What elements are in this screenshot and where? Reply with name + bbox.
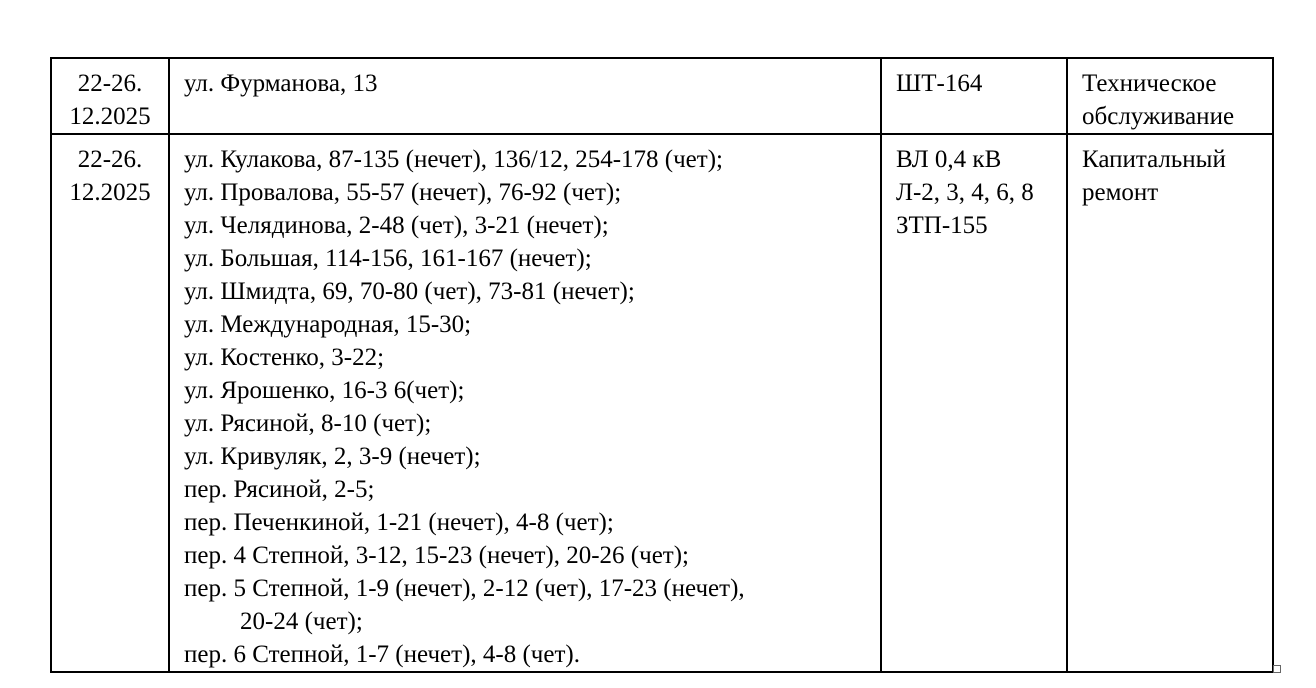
address-line: ул. Костенко, 3-22; xyxy=(184,344,385,371)
object-line: ШТ-164 xyxy=(896,70,983,97)
address-line-continuation: 20-24 (чет); xyxy=(240,608,363,635)
address-line: пер. Рясиной, 2-5; xyxy=(184,476,375,503)
address-line: ул. Кривуляк, 2, 3-9 (нечет); xyxy=(184,443,481,470)
address-line: ул. Ярошенко, 16-3 6(чет); xyxy=(184,377,465,404)
address-line: ул. Провалова, 55-57 (нечет), 76-92 (чет); xyxy=(184,179,622,206)
work-type-line: Техническое xyxy=(1082,70,1217,97)
address-cell xyxy=(169,134,881,672)
work-type-cell xyxy=(1067,58,1273,134)
address-line: ул. Фурманова, 13 xyxy=(184,70,378,97)
object-line: ЗТП-155 xyxy=(896,212,988,239)
work-type-line: ремонт xyxy=(1082,179,1159,206)
table-row xyxy=(51,134,1273,672)
object-cell xyxy=(881,134,1067,672)
address-line: ул. Международная, 15-30; xyxy=(184,311,472,338)
date-line: 12.2025 xyxy=(69,103,151,130)
date-line: 12.2025 xyxy=(69,179,151,206)
address-line: пер. 5 Степной, 1-9 (нечет), 2-12 (чет), 17-23 (нечет), xyxy=(184,575,745,602)
address-line: пер. 6 Степной, 1-7 (нечет), 4-8 (чет). xyxy=(184,641,580,668)
work-type-cell xyxy=(1067,134,1273,672)
address-line: ул. Шмидта, 69, 70-80 (чет), 73-81 (нечет); xyxy=(184,278,635,305)
address-line: ул. Кулакова, 87-135 (нечет), 136/12, 254-178 (чет); xyxy=(184,146,723,173)
date-cell xyxy=(51,134,169,672)
outage-schedule-table xyxy=(50,57,1274,673)
address-line: пер. Печенкиной, 1-21 (нечет), 4-8 (чет); xyxy=(184,509,614,536)
date-line: 22-26. xyxy=(77,146,143,173)
table-resize-handle[interactable] xyxy=(1273,665,1281,673)
date-line: 22-26. xyxy=(77,70,143,97)
work-type-line: Капитальный xyxy=(1082,146,1226,173)
address-line: пер. 4 Степной, 3-12, 15-23 (нечет), 20-26 (чет); xyxy=(184,542,689,569)
object-line: Л-2, 3, 4, 6, 8 xyxy=(896,179,1034,206)
date-cell xyxy=(51,58,169,134)
address-line: ул. Большая, 114-156, 161-167 (нечет); xyxy=(184,245,592,272)
table-row xyxy=(51,58,1273,134)
object-line: ВЛ 0,4 кВ xyxy=(896,146,1002,173)
object-cell xyxy=(881,58,1067,134)
address-line: ул. Рясиной, 8-10 (чет); xyxy=(184,410,432,437)
address-cell xyxy=(169,58,881,134)
address-line: ул. Челядинова, 2-48 (чет), 3-21 (нечет); xyxy=(184,212,609,239)
work-type-line: обслуживание xyxy=(1082,103,1235,130)
